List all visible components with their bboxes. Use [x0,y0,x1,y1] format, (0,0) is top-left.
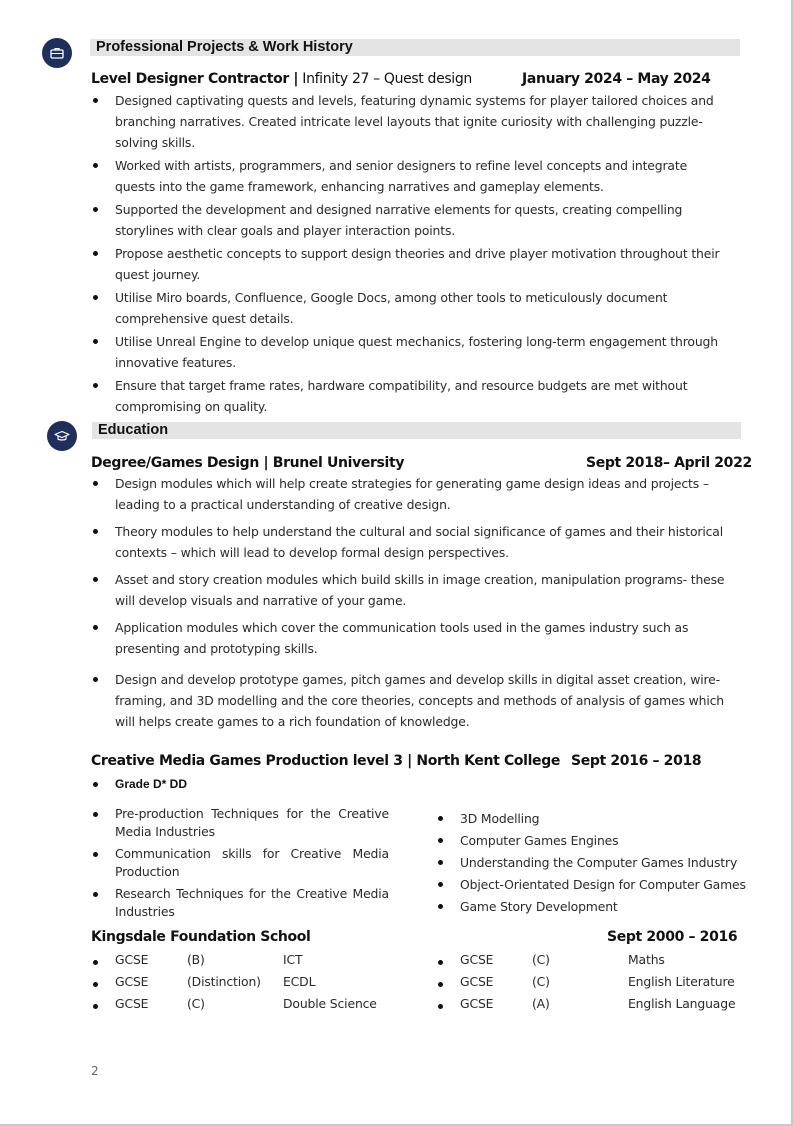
gcse-subject: ECDL [283,974,316,989]
gcse-level: GCSE [460,996,494,1011]
gcse-bullet [438,982,443,987]
list-item: Design and develop prototype games, pitch games and develop skills in digital asset creation, wire-framing, and 3D modelling and the core theories, concepts and methods of analysis of games which will helps create games to a rich foundation of knowledge. [91,669,736,732]
list-item: Worked with artists, programmers, and senior designers to refine level concepts and integrate quests into the game framework, enhancing narratives and gameplay elements. [91,155,731,197]
gcse-bullet [438,960,443,965]
gcse-subject: English Literature [628,974,735,989]
list-item: Computer Games Engines [436,830,746,852]
gcse-bullet [438,1004,443,1009]
job-dates: January 2024 – May 2024 [522,71,711,87]
gcse-subject: English Language [628,996,736,1011]
college-modules-left [91,805,389,925]
list-item: Utilise Unreal Engine to develop unique quest mechanics, fostering long-term engagement through innovative features. [91,331,731,373]
list-item: Pre-production Techniques for the Creative Media Industries [91,805,389,841]
gcse-bullet [93,1004,98,1009]
college-dates: Sept 2016 – 2018 [571,753,702,769]
list-item: 3D Modelling [436,808,746,830]
degree-bullets [91,473,736,738]
school-title: Kingsdale Foundation School [91,929,311,945]
page-number: 2 [91,1064,99,1078]
list-item: Application modules which cover the communication tools used in the games industry such as presenting and prototyping skills. [91,617,736,659]
gcse-grade: (B) [187,952,205,967]
list-item: Object-Orientated Design for Computer Games [436,874,746,896]
list-item: Understanding the Computer Games Industry [436,852,746,874]
briefcase-icon [42,38,72,68]
list-item: Design modules which will help create strategies for generating game design ideas and projects – leading to a practical understanding of creative design. [91,473,736,515]
school-dates: Sept 2000 – 2016 [607,929,738,945]
gcse-level: GCSE [115,974,149,989]
gcse-bullet [93,982,98,987]
college-title: Creative Media Games Production level 3 | North Kent College [91,753,561,769]
gcse-level: GCSE [460,952,494,967]
graduation-cap-icon [47,421,77,451]
grade-bullet [93,782,98,787]
list-item: Theory modules to help understand the cultural and social significance of games and their historical contexts – which will lead to develop formal design perspectives. [91,521,736,563]
list-item: Designed captivating quests and levels, featuring dynamic systems for player tailored choices and branching narratives. Created intricate level layouts that ignite curiosity with challenging puzzle-solving skills. [91,90,731,153]
gcse-grade: (Distinction) [187,974,261,989]
gcse-level: GCSE [115,952,149,967]
list-item: Research Techniques for the Creative Media Industries [91,885,389,921]
job-title-project: Infinity 27 – Quest design [298,71,472,87]
gcse-grade: (C) [187,996,205,1011]
degree-title: Degree/Games Design | Brunel University [91,455,405,471]
job-title [91,71,472,87]
gcse-level: GCSE [460,974,494,989]
degree-dates: Sept 2018– April 2022 [586,455,752,471]
gcse-subject: Double Science [283,996,377,1011]
list-item: Game Story Development [436,896,746,918]
section-heading-education: Education [92,422,741,439]
college-grade: Grade D* DD [115,777,188,791]
project-bullets [91,90,731,419]
list-item: Asset and story creation modules which build skills in image creation, manipulation programs- these will develop visuals and narrative of your game. [91,569,736,611]
list-item: Ensure that target frame rates, hardware compatibility, and resource budgets are met without compromising on quality. [91,375,731,417]
list-item: Utilise Miro boards, Confluence, Google Docs, among other tools to meticulously document comprehensive quest details. [91,287,731,329]
list-item: Supported the development and designed narrative elements for quests, creating compelling storylines with clear goals and player interaction points. [91,199,731,241]
gcse-subject: Maths [628,952,665,967]
gcse-level: GCSE [115,996,149,1011]
list-item: Communication skills for Creative Media Production [91,845,389,881]
gcse-bullet [93,960,98,965]
gcse-grade: (C) [532,974,550,989]
section-heading-projects: Professional Projects & Work History [90,39,740,56]
job-title-role: Level Designer Contractor | [91,71,299,87]
list-item: Propose aesthetic concepts to support design theories and drive player motivation throughout their quest journey. [91,243,731,285]
gcse-grade: (C) [532,952,550,967]
college-modules-right [436,808,746,918]
gcse-subject: ICT [283,952,303,967]
gcse-grade: (A) [532,996,550,1011]
